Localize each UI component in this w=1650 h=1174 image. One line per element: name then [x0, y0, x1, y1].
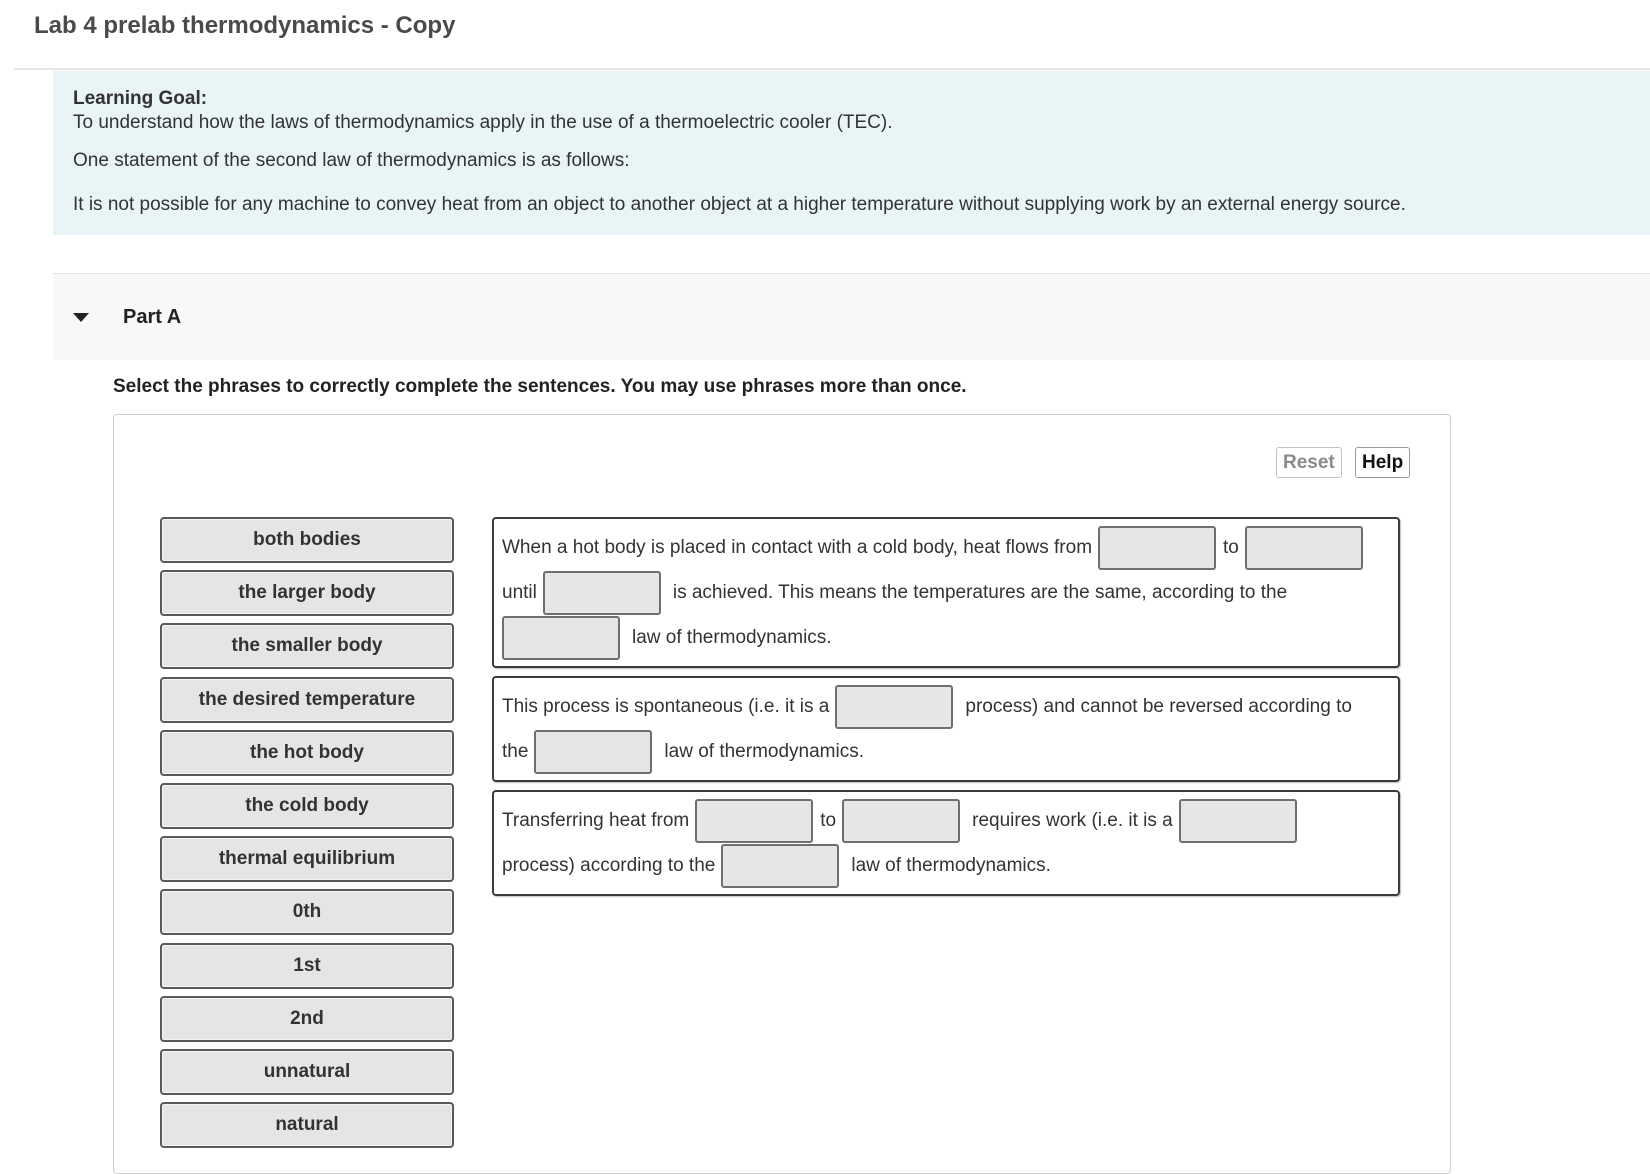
- learning-goal-text: To understand how the laws of thermodynamics apply in the use of a thermoelectric cooler (TEC).: [73, 112, 893, 133]
- phrase-chip-hot-body[interactable]: the hot body: [160, 730, 454, 776]
- phrase-chip-both-bodies[interactable]: both bodies: [160, 517, 454, 563]
- phrase-chip-natural[interactable]: natural: [160, 1102, 454, 1148]
- sentence-3-text-d: process) according to the: [502, 854, 716, 876]
- learning-goal-panel: [53, 71, 1650, 235]
- phrase-chip-larger-body[interactable]: the larger body: [160, 570, 454, 616]
- sentence-3-blank-1[interactable]: [695, 799, 813, 843]
- sentence-3-blank-2[interactable]: [842, 799, 960, 843]
- sentence-3-blank-4[interactable]: [721, 844, 839, 888]
- phrase-chip-thermal-equilibrium[interactable]: thermal equilibrium: [160, 836, 454, 882]
- sentence-1-blank-4[interactable]: [502, 616, 620, 660]
- reset-button[interactable]: Reset: [1276, 447, 1342, 478]
- phrase-chip-1st[interactable]: 1st: [160, 943, 454, 989]
- title-divider: [14, 68, 1650, 70]
- sentence-1-blank-3[interactable]: [543, 571, 661, 615]
- sentence-2: [492, 676, 1400, 782]
- sentence-3-text-c: requires work (i.e. it is a: [972, 809, 1173, 831]
- phrase-chip-0th[interactable]: 0th: [160, 889, 454, 935]
- learning-goal-label: Learning Goal:: [73, 88, 208, 109]
- sentence-3-blank-3[interactable]: [1179, 799, 1297, 843]
- sentence-1-blank-1[interactable]: [1098, 526, 1216, 570]
- sentence-1-text-d: is achieved. This means the temperatures are the same, according to the: [672, 581, 1288, 603]
- sentence-2-blank-2[interactable]: [534, 730, 652, 774]
- sentence-2-text-d: law of thermodynamics.: [664, 740, 864, 762]
- sentence-3-text-a: Transferring heat from: [502, 809, 690, 831]
- phrase-chip-desired-temperature[interactable]: the desired temperature: [160, 677, 454, 723]
- phrase-chip-cold-body[interactable]: the cold body: [160, 783, 454, 829]
- drag-drop-workspace: [113, 414, 1451, 1174]
- sentence-1-text-a: When a hot body is placed in contact with a cold body, heat flows from: [502, 536, 1093, 558]
- sentence-3-text-b: to: [820, 809, 837, 831]
- page-title: Lab 4 prelab thermodynamics - Copy: [34, 12, 456, 39]
- sentence-1: [492, 517, 1400, 668]
- sentence-1-text-b: to: [1223, 536, 1239, 558]
- sentence-1-text-e: law of thermodynamics.: [632, 626, 832, 648]
- part-a-label: Part A: [123, 305, 182, 328]
- second-law-statement: It is not possible for any machine to convey heat from an object to another object at a higher temperature without supplying work by an external energy source.: [73, 194, 1406, 215]
- phrase-bank: [160, 517, 454, 1155]
- phrase-chip-smaller-body[interactable]: the smaller body: [160, 623, 454, 669]
- sentence-1-text-c: until: [502, 581, 537, 603]
- second-law-intro: One statement of the second law of thermodynamics is as follows:: [73, 150, 630, 171]
- sentence-1-blank-2[interactable]: [1245, 526, 1363, 570]
- sentence-2-blank-1[interactable]: [835, 685, 953, 729]
- part-a-header[interactable]: [53, 274, 1650, 360]
- sentence-3: [492, 790, 1400, 896]
- phrase-chip-2nd[interactable]: 2nd: [160, 996, 454, 1042]
- sentence-2-text-c: the: [502, 740, 529, 762]
- help-button[interactable]: Help: [1355, 447, 1410, 478]
- sentence-2-text-b: process) and cannot be reversed according to: [965, 695, 1352, 717]
- collapse-caret-icon[interactable]: [73, 313, 89, 322]
- phrase-chip-unnatural[interactable]: unnatural: [160, 1049, 454, 1095]
- sentence-2-text-a: This process is spontaneous (i.e. it is a: [502, 695, 830, 717]
- sentence-3-text-e: law of thermodynamics.: [851, 854, 1051, 876]
- part-instructions: Select the phrases to correctly complete the sentences. You may use phrases more than once.: [113, 376, 967, 397]
